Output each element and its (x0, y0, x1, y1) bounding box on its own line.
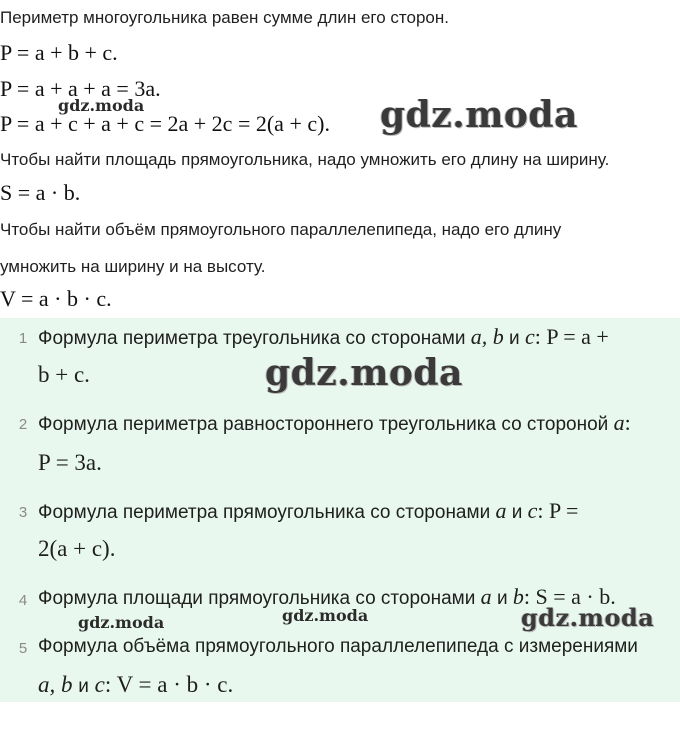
list-item-3-math: c: P = (527, 498, 579, 523)
list-item-3-line-2: 2(a + c). (38, 536, 116, 561)
list-item-4-math: b: S = a · b. (512, 584, 616, 609)
list-item-5-vars: a, b (38, 672, 73, 697)
formula-perimeter-rectangle: P = a + c + a + c = 2a + 2c = 2(a + c). (0, 111, 330, 136)
intro-line-3b: умножить на ширину и на высоту. (0, 257, 266, 276)
watermark-logo: gdz.moda (78, 613, 165, 632)
list-number-5: 5 (18, 640, 28, 657)
formula-area: S = a · b. (0, 180, 81, 205)
list-item-2-math: a: (613, 410, 631, 435)
list-item-5-line-1: Формула объёма прямоугольного параллелепипеда с измерениями (38, 636, 638, 657)
list-item-1-text: Формула периметра треугольника со сторонами (38, 328, 466, 349)
list-item-4-var-a: a (480, 584, 492, 609)
list-item-2-line-2: P = 3a. (38, 450, 102, 475)
list-number-3: 3 (18, 504, 28, 521)
list-number-2: 2 (18, 416, 28, 433)
list-item-4-line-1 (38, 586, 616, 610)
list-item-2-line-1 (38, 412, 631, 436)
watermark-logo: gdz.moda (58, 96, 145, 115)
list-item-3-var-a: a (495, 498, 507, 523)
list-item-3-conj: и (511, 502, 523, 523)
list-item-1-vars: a, b (470, 324, 504, 349)
list-item-3-text: Формула периметра прямоугольника со сторонами (38, 502, 491, 523)
formula-perimeter-equilateral: P = a + a + a = 3a. (0, 76, 161, 101)
list-item-2-text: Формула периметра равностороннего треугольника со стороной (38, 414, 609, 435)
formula-volume: V = a · b · c. (0, 286, 112, 311)
list-item-5-math: : V = a · b · c. (104, 672, 234, 697)
list-item-1-line-2: b + c. (38, 362, 90, 387)
intro-line-3a: Чтобы найти объём прямоугольного параллелепипеда, надо его длину (0, 220, 562, 239)
intro-line-1: Периметр многоугольника равен сумме длин его сторон. (0, 8, 449, 27)
list-item-1-math: c: P = a + (524, 324, 609, 349)
list-number-4: 4 (18, 592, 28, 609)
list-item-5-line-2 (38, 672, 233, 700)
watermark-logo: gdz.moda (282, 606, 369, 625)
list-item-5-last: c (94, 672, 105, 697)
list-number-1: 1 (18, 330, 28, 347)
list-item-5-conj: и (78, 676, 89, 697)
watermark-logo: gdz.moda (521, 603, 655, 632)
list-item-1-conj: и (509, 328, 520, 349)
watermark-logo: gdz.moda (265, 352, 463, 394)
intro-line-2: Чтобы найти площадь прямоугольника, надо умножить его длину на ширину. (0, 150, 610, 169)
list-item-3-line-1 (38, 500, 578, 524)
formula-perimeter-general: P = a + b + c. (0, 40, 118, 65)
list-item-4-text: Формула площади прямоугольника со сторонами (38, 588, 476, 609)
list-item-4-conj: и (496, 588, 508, 609)
list-item-1-line-1 (38, 326, 609, 350)
watermark-logo: gdz.moda (380, 94, 578, 136)
summary-panel (0, 318, 680, 702)
